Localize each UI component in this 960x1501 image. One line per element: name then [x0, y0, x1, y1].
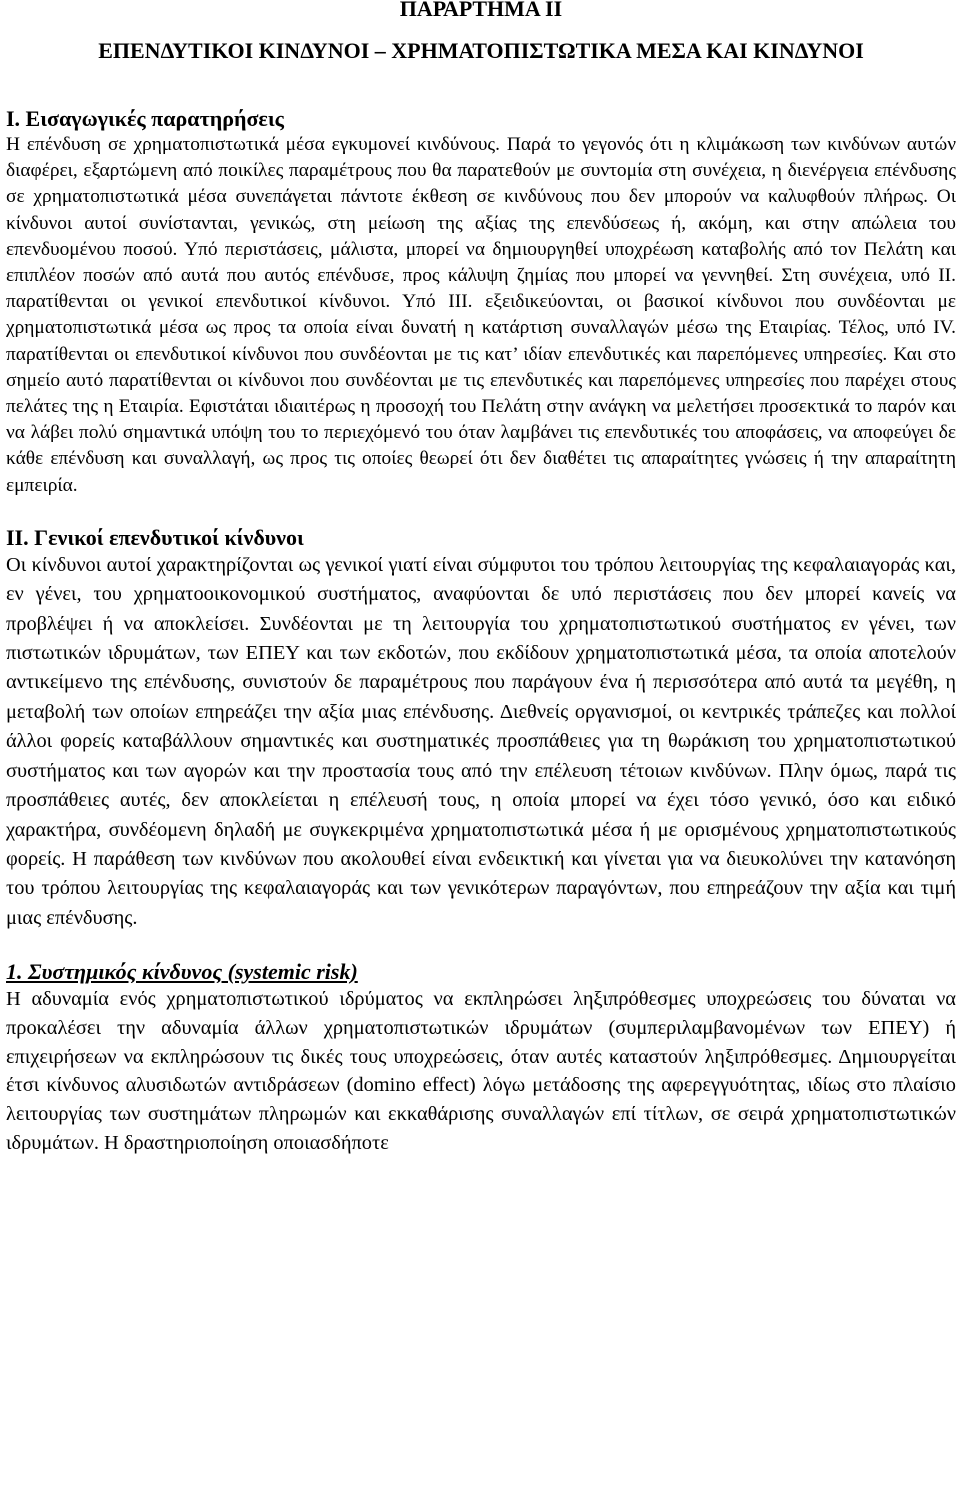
- section-introductory-remarks: [6, 106, 956, 499]
- section-body-general-investment-risks: Οι κίνδυνοι αυτοί χαρακτηρίζονται ως γενικοί γιατί είναι σύμφυτοι του τρόπου λειτουργίας της κεφαλαιαγοράς και, εν γένει, του χρηματοοικονομικού συστήματος, αναφύονται δε υπό περιστάσεις που δεν μπορεί κανείς να προβλέψει ή να αποκλείσει. Συνδέονται με τη λειτουργία του χρηματοπιστωτικού συστήματος εν γένει, των πιστωτικών ιδρυμάτων, των ΕΠΕΥ και των εκδοτών, που εκδίδουν χρηματοπιστωτικά μέσα, τα οποία αποτελούν αντικείμενο της επένδυσης, συνιστούν δε παραμέτρους που παράγουν ένα ή περισσότερα από αυτά τα μεγέθη, η μεταβολή των οποίων επηρεάζει την αξία μιας επένδυσης. Διεθνείς οργανισμοί, οι κεντρικές τράπεζες και πολλοί άλλοι φορείς καταβάλλουν σημαντικές και συστηματικές προσπάθειες για τη θωράκιση του χρηματοπιστωτικού συστήματος και των αγορών και την προστασία τους από την επέλευση τέτοιων κινδύνων. Πλην όμως, παρά τις προσπάθειες αυτές, δεν αποκλείεται η επέλευσή τους, η οποία μπορεί να έχει τόσο γενικό, όσο και ειδικό χαρακτήρα, συνδέομενη δηλαδή με συγκεκριμένα χρηματοπιστωτικά μέσα ή με ορισμένους χρηματοπιστωτικούς φορείς. Η παράθεση των κινδύνων που ακολουθεί είναι ενδεικτική και γίνεται για να διευκολύνει την κατανόηση του τρόπου λειτουργίας της κεφαλαιαγοράς και των γενικότερων παραγόντων, που επηρεάζουν την αξία και τιμή μιας επένδυσης.: [6, 553, 956, 929]
- section-heading-systemic-risk: 1. Συστημικός κίνδυνος (systemic risk): [6, 959, 358, 985]
- section-body-introductory-remarks: Η επένδυση σε χρηματοπιστωτικά μέσα εγκυμονεί κινδύνους. Παρά το γεγονός ότι η κλιμάκωση των κινδύνων αυτών διαφέρει, εξαρτώμενη από ποικίλες παραμέτρους που θα παρατεθούν με συντομία στη συνέχεια, η διενέργεια επένδυσης σε χρηματοπιστωτικά μέσα συνεπάγεται πάντοτε έκθεση σε κινδύνους που δεν μπορούν να καλυφθούν πλήρως. Οι κίνδυνοι αυτοί συνίστανται, γενικώς, στη μείωση της αξίας της επενδύσεως ή, ακόμη, και στην απώλεια του επενδυομένου ποσού. Υπό περιστάσεις, μάλιστα, μπορεί να δημιουργηθεί υποχρέωση καταβολής από τον Πελάτη και επιπλέον ποσών από αυτά που αυτός επένδυσε, προς κάλυψη ζημίας που μπορεί να γεννηθεί. Στη συνέχεια, υπό ΙΙ. παρατίθενται οι γενικοί επενδυτικοί κίνδυνοι. Υπό ΙΙΙ. εξειδικεύονται, οι βασικοί κίνδυνοι που συνδέονται με χρηματοπιστωτικά μέσα ως προς τα οποία είναι δυνατή η κατάρτιση συναλλαγών μέσω της Εταιρίας. Τέλος, υπό IV. παρατίθενται οι επενδυτικοί κίνδυνοι που συνδέονται με τις κατ’ ιδίαν επενδυτικές και παρεπόμενες υπηρεσίες. Και στο σημείο αυτό παρατίθενται οι κίνδυνοι που συνδέονται με τις επενδυτικές και παρεπόμενες υπηρεσίες που παρέχει στους πελάτες της η Εταιρία. Εφιστάται ιδιαιτέρως η προσοχή του Πελάτη στην ανάγκη να μελετήσει προσεκτικά το παρόν και να λάβει πολύ σημαντικά υπόψη του το περιεχόμενό του όταν λαμβάνει τις επενδυτικές του αποφάσεις, να αποφεύγει δε κάθε επένδυση και συναλλαγή, ως προς τις οποίες θεωρεί ότι δεν διαθέτει τις απαραίτητες γνώσεις ή την απαραίτητη εμπειρία.: [6, 134, 956, 496]
- appendix-title: ΠΑΡΑΡΤΗΜΑ ΙΙ: [399, 0, 563, 21]
- section-heading-general-investment-risks: ΙΙ. Γενικοί επενδυτικοί κίνδυνοι: [6, 524, 304, 550]
- document-page: [6, 0, 956, 1157]
- appendix-subtitle: ΕΠΕΝΔΥΤΙΚΟΙ ΚΙΝΔΥΝΟΙ – ΧΡΗΜΑΤΟΠΙΣΤΩΤΙΚΑ ΜΕΣΑ ΚΑΙ ΚΙΝΔΥΝΟΙ: [98, 38, 864, 63]
- section-general-investment-risks: [6, 525, 956, 933]
- section-systemic-risk: [6, 959, 956, 1157]
- section-body-systemic-risk: Η αδυναμία ενός χρηματοπιστωτικού ιδρύματος να εκπληρώσει ληξιπρόθεσμες υποχρεώσεις του δύναται να προκαλέσει την αδυναμία άλλων χρηματοπιστωτικών ιδρυμάτων (συμπεριλαμβανομένων των ΕΠΕΥ) ή επιχειρήσεων να εκπληρώσουν τις δικές τους υποχρεώσεις, όταν αυτές καταστούν ληξιπρόθεσμες. Δημιουργείται έτσι κίνδυνος αλυσιδωτών αντιδράσεων (domino effect) λόγω μετάδοσης της αφερεγγυότητας, ιδίως στο πλαίσιο λειτουργίας των συστημάτων πληρωμών και εκκαθάρισης συναλλαγών επί τίτλων, σε σειρά χρηματοπιστωτικών ιδρυμάτων. Η δραστηριοποίηση οποιασδήποτε: [6, 988, 956, 1154]
- section-heading-introductory-remarks: Ι. Εισαγωγικές παρατηρήσεις: [6, 106, 284, 131]
